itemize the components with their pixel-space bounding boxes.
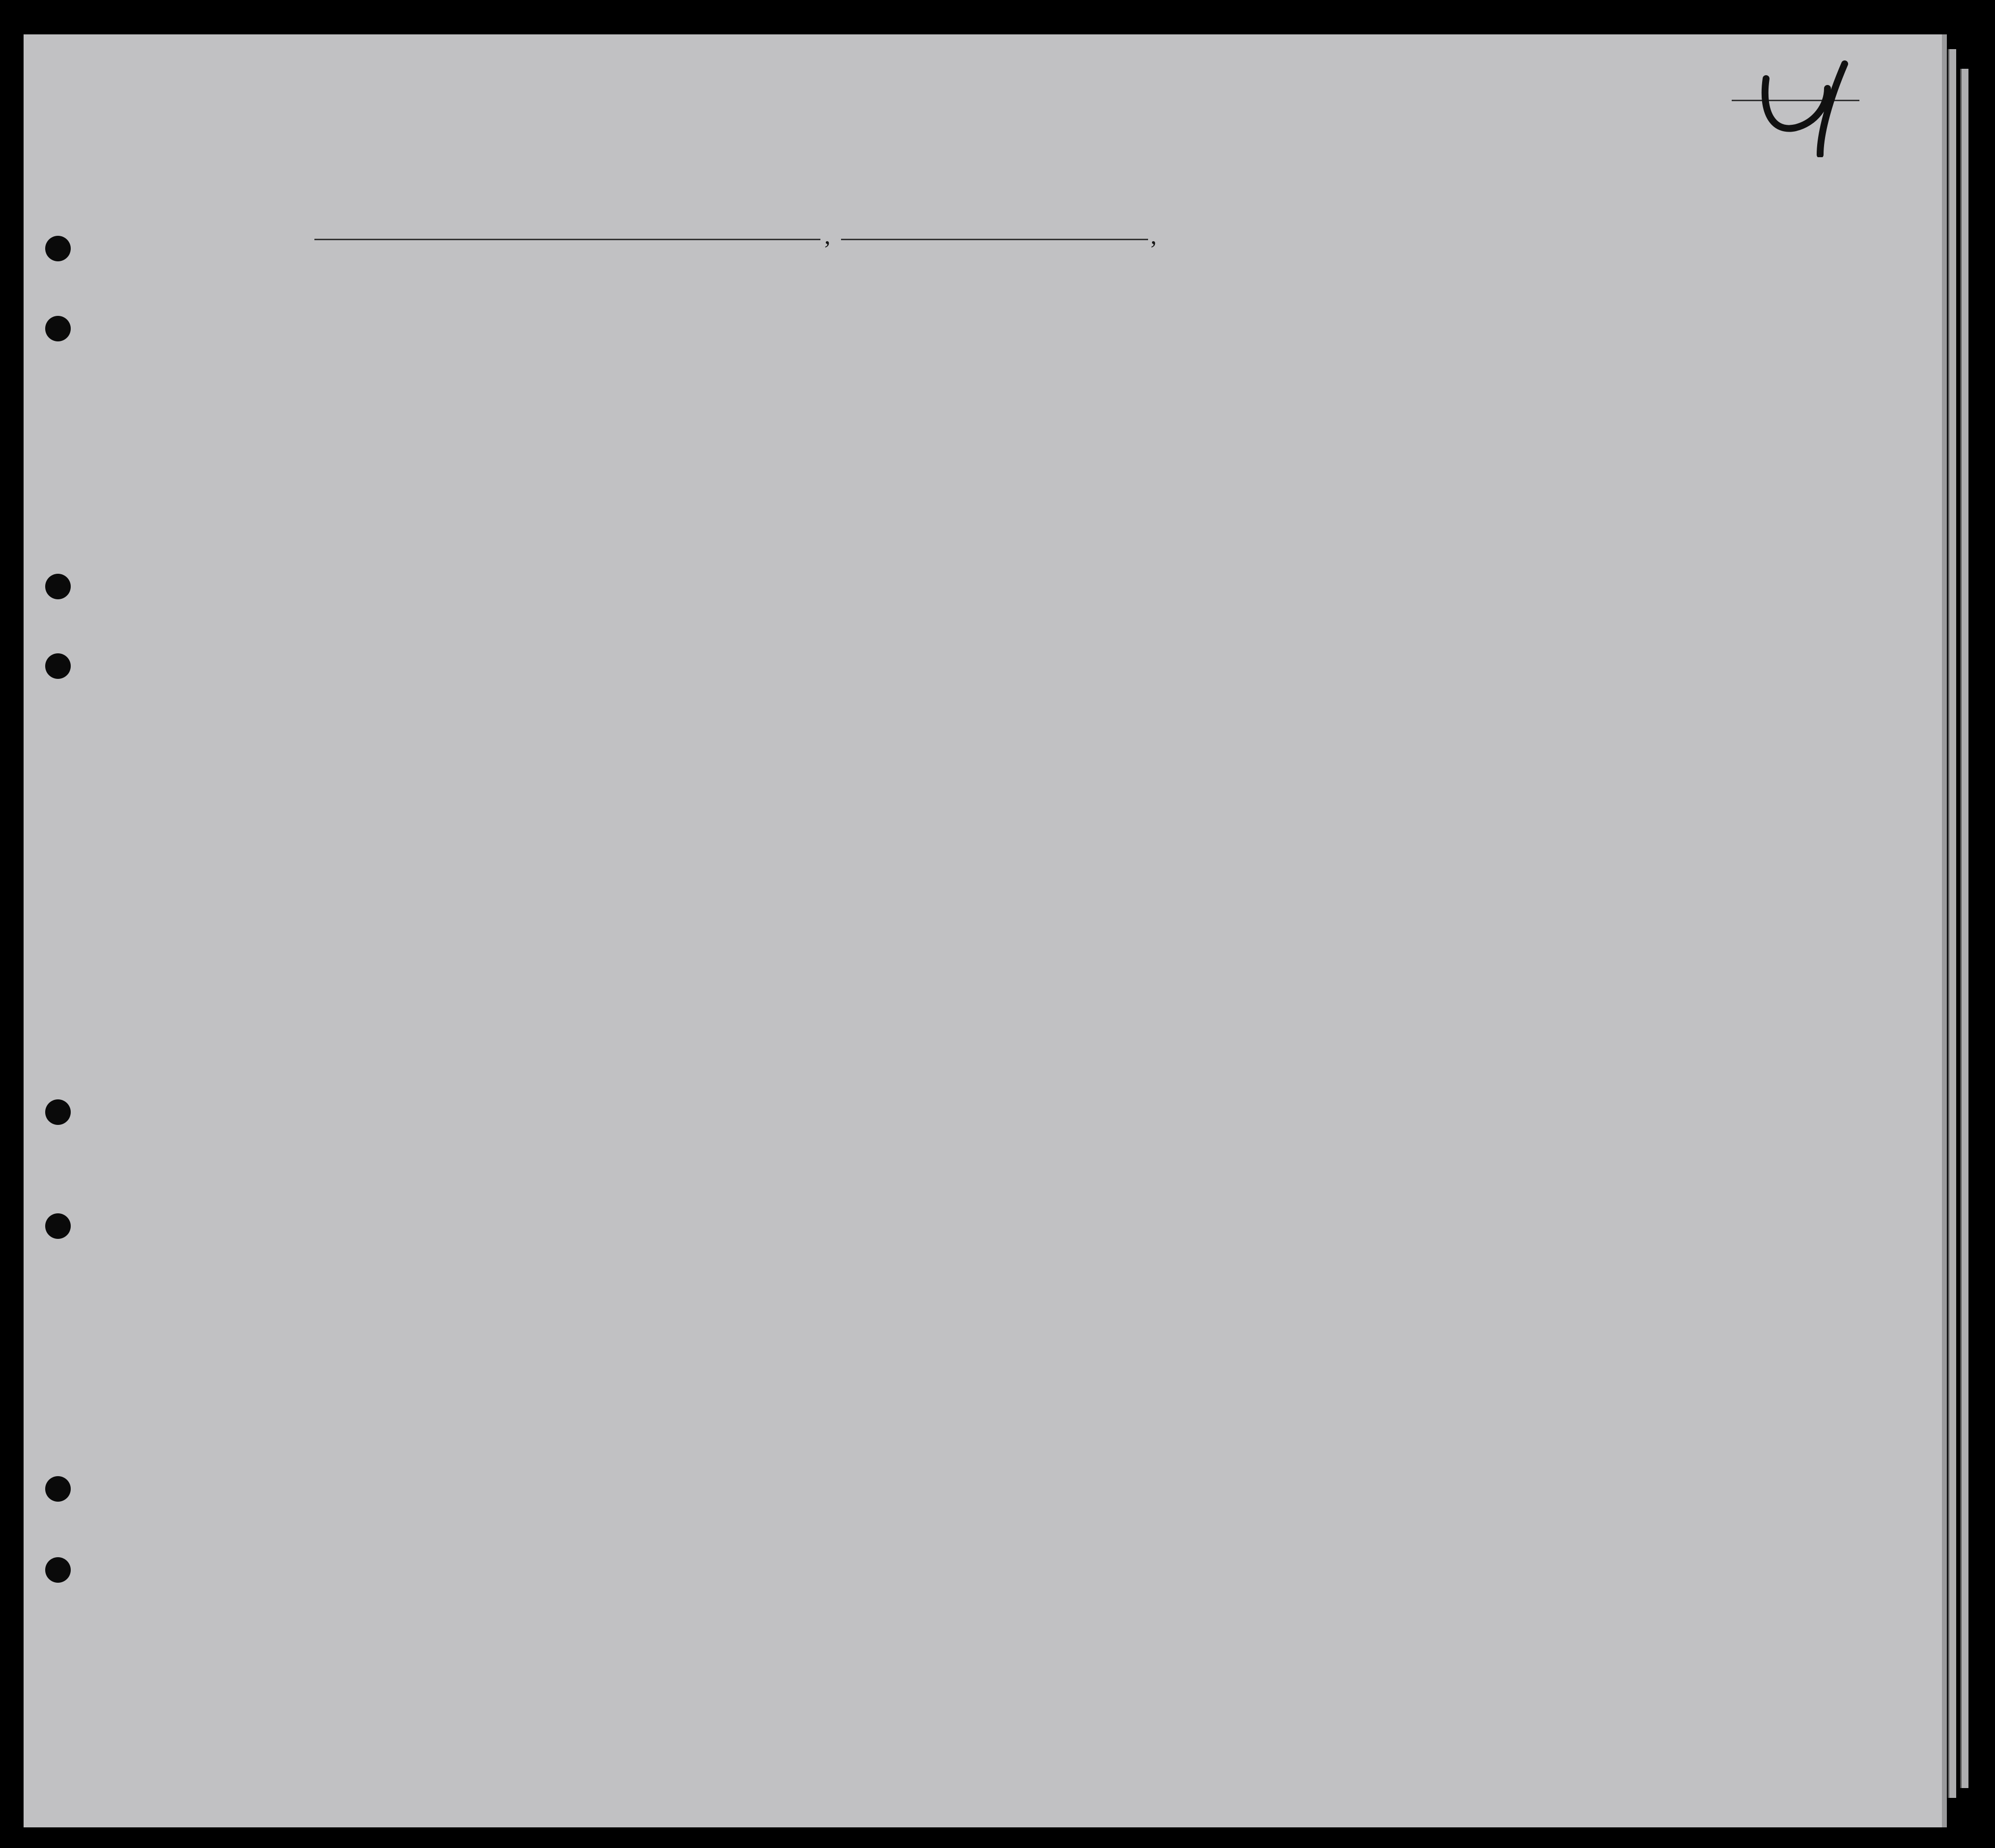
header-col31	[1457, 302, 1474, 430]
header-col19	[550, 302, 575, 430]
header-col24-a	[1130, 334, 1163, 430]
header-col30	[1429, 302, 1448, 430]
header-col25	[1241, 302, 1270, 430]
header-col34-feet	[1598, 393, 1610, 427]
header-col29	[1390, 302, 1425, 430]
header-col28	[1343, 302, 1382, 430]
header-col21	[675, 302, 699, 430]
comma: ,	[1151, 222, 1157, 249]
comma: ,	[824, 222, 831, 249]
header-col24-c	[1211, 334, 1236, 430]
header-col26	[1290, 309, 1303, 430]
header-col24-b	[1177, 334, 1206, 430]
header-col27	[1316, 309, 1329, 430]
header-col34-inches	[1620, 388, 1633, 427]
